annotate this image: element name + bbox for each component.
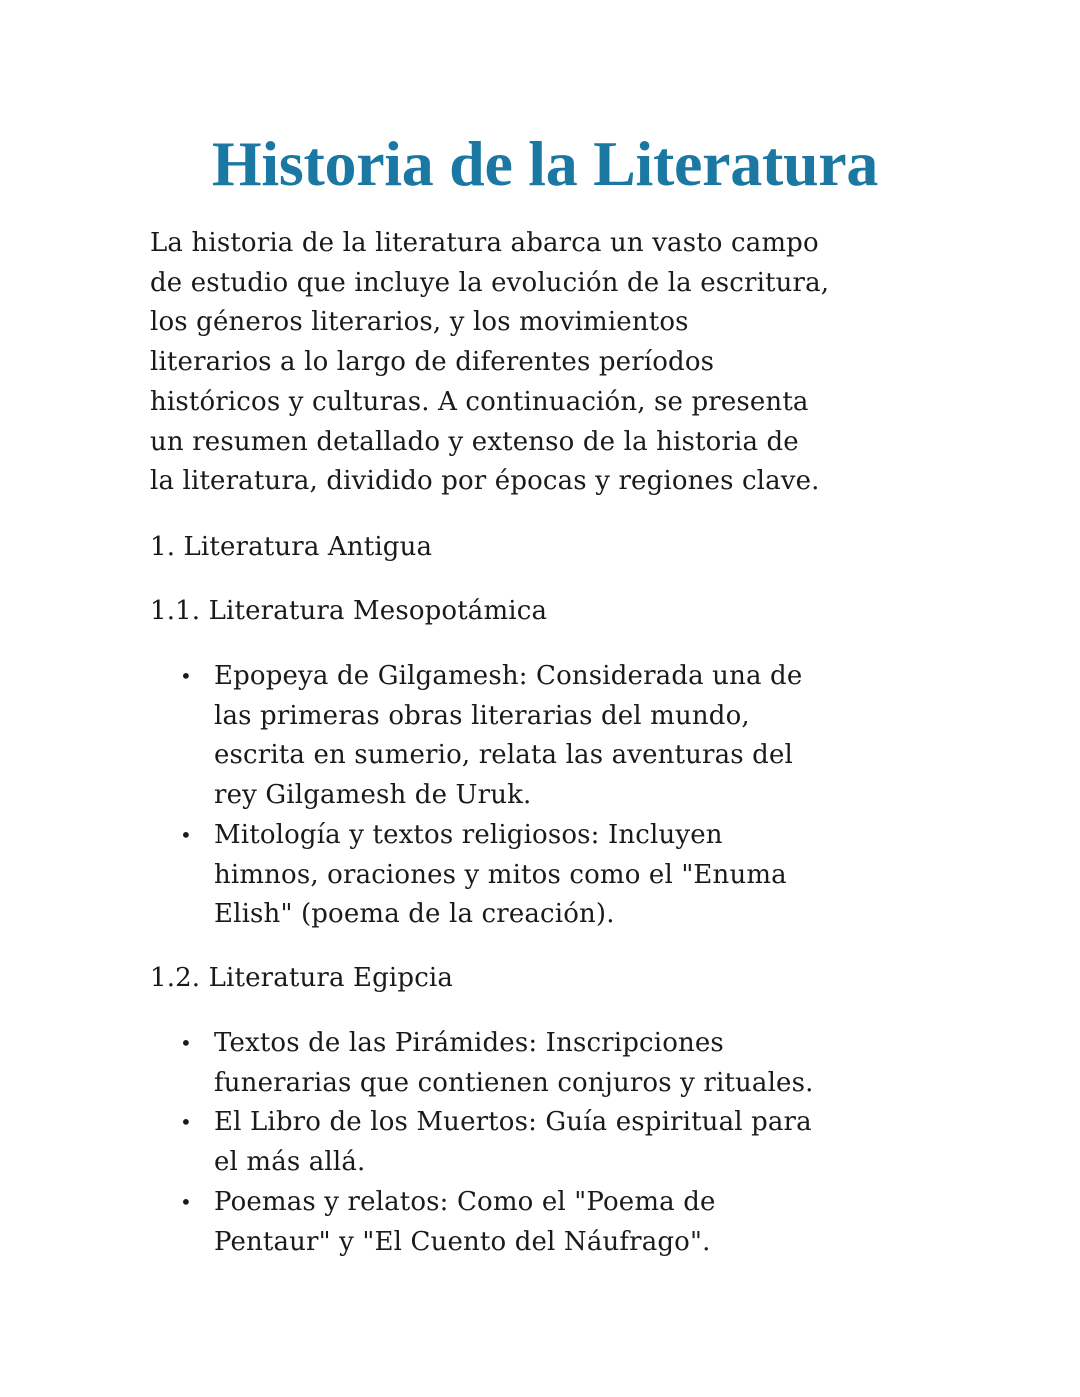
list-item-line: Pentaur" y "El Cuento del Náufrago". [214, 1226, 711, 1257]
list-item-line: himnos, oraciones y mitos como el "Enuma [214, 859, 787, 890]
list-item-mitologia [150, 816, 894, 935]
egipcia-list [150, 1024, 940, 1262]
list-item-line: Poemas y relatos: Como el "Poema de [214, 1186, 716, 1217]
bullet-icon: • [180, 822, 192, 847]
section-heading-literatura-mesopotamica: 1.1. Literatura Mesopotámica [150, 596, 548, 626]
section-heading-literatura-antigua: 1. Literatura Antigua [150, 532, 433, 562]
section-heading-literatura-egipcia: 1.2. Literatura Egipcia [150, 963, 454, 993]
list-item-gilgamesh [150, 657, 894, 816]
intro-line: la literatura, dividido por épocas y regiones clave. [150, 466, 820, 497]
list-item-line: Epopeya de Gilgamesh: Considerada una de [214, 661, 803, 691]
intro-line: literarios a lo largo de diferentes períodos [150, 347, 715, 378]
list-item-poemas [150, 1183, 894, 1262]
list-item-line: Textos de las Pirámides: Inscripciones [214, 1028, 724, 1058]
intro-line: un resumen detallado y extenso de la historia de [150, 426, 799, 457]
bullet-icon: • [180, 1110, 192, 1135]
intro-line: La historia de la literatura abarca un vasto campo [150, 228, 819, 258]
list-item-line: las primeras obras literarias del mundo, [214, 700, 750, 731]
list-item-libro-muertos [150, 1103, 894, 1182]
intro-line: los géneros literarios, y los movimientos [150, 307, 689, 338]
list-item-line: rey Gilgamesh de Uruk. [214, 780, 532, 811]
list-item-line: Mitología y textos religiosos: Incluyen [214, 819, 723, 850]
intro-line: históricos y culturas. A continuación, se presenta [150, 386, 809, 417]
list-item-line: funerarias que contienen conjuros y rituales. [214, 1067, 814, 1098]
list-item-line: escrita en sumerio, relata las aventuras del [214, 740, 793, 771]
intro-line: de estudio que incluye la evolución de la escritura, [150, 267, 830, 298]
document-title: Historia de la Literatura [211, 128, 879, 199]
list-item-line: el más allá. [214, 1147, 366, 1178]
list-item-line: Elish" (poema de la creación). [214, 899, 615, 930]
intro-paragraph [150, 224, 940, 502]
bullet-icon: • [180, 664, 192, 688]
list-item-line: El Libro de los Muertos: Guía espiritual para [214, 1107, 812, 1138]
list-item-piramides [150, 1024, 894, 1103]
mesopotamia-list [150, 657, 940, 935]
bullet-icon: • [180, 1031, 192, 1055]
bullet-icon: • [180, 1189, 192, 1214]
